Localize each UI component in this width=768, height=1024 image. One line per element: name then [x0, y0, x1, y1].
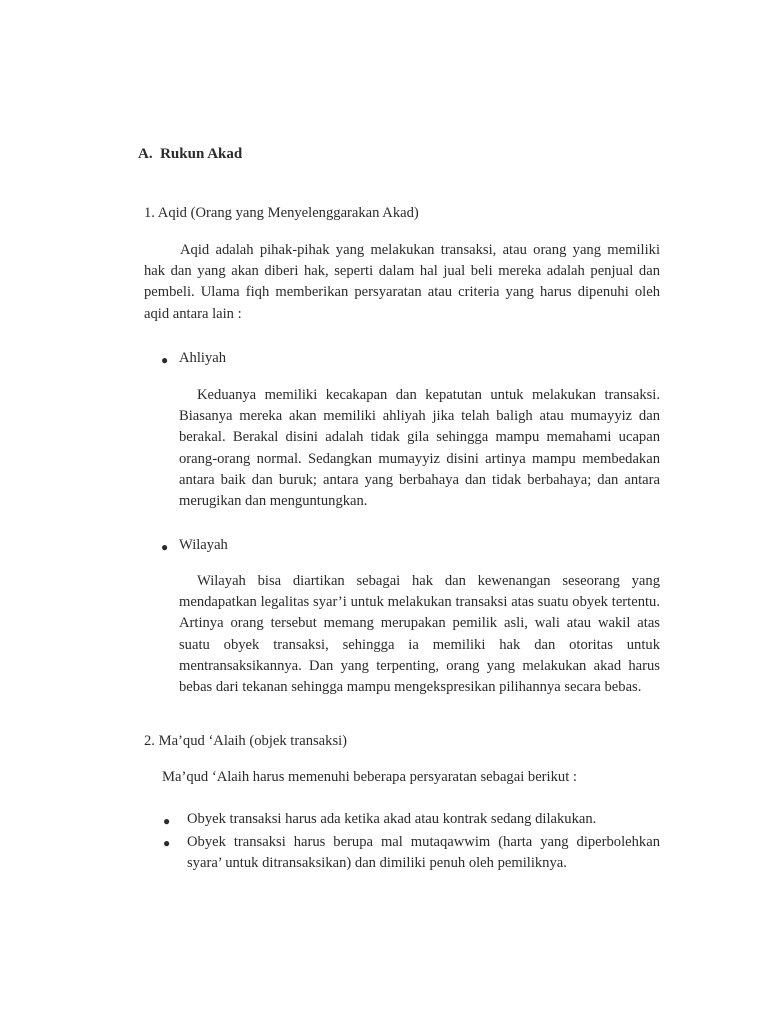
bullet-icon: ● [163, 814, 171, 828]
paragraph-maqud-intro: Ma’qud ‘Alaih harus memenuhi beberapa persyaratan sebagai berikut : [162, 769, 577, 785]
section-heading: A. Rukun Akad [138, 146, 243, 162]
bullet-icon: ● [163, 836, 171, 850]
subsection-1-heading: 1. Aqid (Orang yang Menyelenggarakan Akad) [144, 205, 419, 221]
subsection-2-heading: 2. Ma’qud ‘Alaih (objek transaksi) [144, 733, 348, 749]
paragraph-ahliyah: Keduanya memiliki kecakapan dan kepatutan untuk melakukan transaksi. Biasanya mereka akan memiliki ahliyah jika telah baligh atau mumayyiz dan berakal. Berakal disini adalah tidak gila sehingga mampu memahami ucapan orang-orang normal. Sedangkan mumayyiz disini artinya mampu membedakan antara baik dan buruk; antara yang berbahaya dan tidak berbahaya; dan antara merugikan dan menguntungkan. [179, 387, 660, 510]
bullet-label-wilayah: Wilayah [179, 537, 228, 553]
list-item-maqud-2: Obyek transaksi harus berupa mal mutaqawwim (harta yang diperbolehkan syara’ untuk ditransaksikan) dan dimiliki penuh oleh pemiliknya. [187, 834, 660, 872]
list-item-maqud-1: Obyek transaksi harus ada ketika akad atau kontrak sedang dilakukan. [187, 811, 597, 827]
paragraph-wilayah: Wilayah bisa diartikan sebagai hak dan kewenangan seseorang yang mendapatkan legalitas syar’i untuk melakukan transaksi atas suatu obyek tertentu. Artinya orang tersebut memang merupakan pemilik asli, wali atau wakil atas suatu obyek transaksi, sehingga ia memiliki hak dan otoritas untuk mentransaksikannya. Dan yang terpenting, orang yang melakukan akad harus bebas dari tekanan sehingga mampu mengekspresikan pilihannya secara bebas. [179, 573, 660, 696]
bullet-icon: ● [161, 540, 169, 554]
bullet-label-ahliyah: Ahliyah [179, 350, 227, 366]
bullet-icon: ● [161, 353, 169, 367]
paragraph-aqid: Aqid adalah pihak-pihak yang melakukan transaksi, atau orang yang memiliki hak dan yang akan diberi hak, seperti dalam hal jual beli mereka adalah penjual dan pembeli. Ulama fiqh memberikan persyaratan atau criteria yang harus dipenuhi oleh aqid antara lain : [144, 242, 660, 322]
